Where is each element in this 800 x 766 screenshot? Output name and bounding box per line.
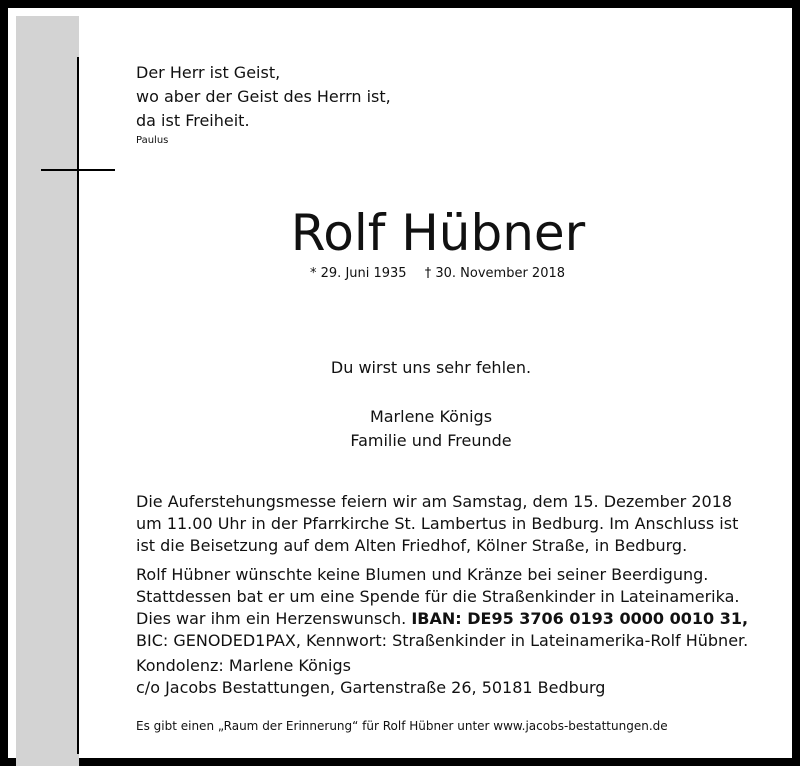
memorial-footer: Es gibt einen „Raum der Erinnerung“ für Rolf Hübner unter www.jacobs-bestattungen.de bbox=[136, 719, 668, 733]
donation-line bbox=[136, 608, 749, 630]
mourner-line: Marlene Königs bbox=[369, 407, 493, 426]
mourner-line: Familie und Freunde bbox=[350, 431, 512, 450]
mourners bbox=[0, 405, 800, 453]
birth-date: * 29. Juni 1935 bbox=[310, 266, 407, 281]
donation-line: Rolf Hübner wünschte keine Blumen und Kränze bei seiner Beerdigung. bbox=[136, 565, 709, 584]
quote-line: wo aber der Geist des Herrn ist, bbox=[136, 87, 391, 106]
service-line: ist die Beisetzung auf dem Alten Friedhof, Kölner Straße, in Bedburg. bbox=[136, 536, 688, 555]
service-line: um 11.00 Uhr in der Pfarrkirche St. Lambertus in Bedburg. Im Anschluss ist bbox=[136, 514, 739, 533]
bible-quote bbox=[136, 61, 391, 133]
service-line: Die Auferstehungsmesse feiern wir am Samstag, dem 15. Dezember 2018 bbox=[136, 492, 733, 511]
cross-horizontal-beam bbox=[41, 169, 115, 171]
donation-line: BIC: GENODED1PAX, Kennwort: Straßenkinder in Lateinamerika-Rolf Hübner. bbox=[136, 631, 749, 650]
donation-line: Stattdessen bat er um eine Spende für die Straßenkinder in Lateinamerika. bbox=[136, 587, 740, 606]
death-date: † 30. November 2018 bbox=[424, 266, 566, 281]
quote-line: Der Herr ist Geist, bbox=[136, 63, 281, 82]
donation-prefix: Dies war ihm ein Herzenswunsch. bbox=[136, 609, 412, 628]
farewell-block bbox=[0, 356, 800, 453]
condolence-line: c/o Jacobs Bestattungen, Gartenstraße 26, 50181 Bedburg bbox=[136, 678, 606, 697]
quote-line: da ist Freiheit. bbox=[136, 111, 250, 130]
life-dates bbox=[310, 266, 579, 281]
deceased-name: Rolf Hübner bbox=[290, 204, 586, 262]
notice-body bbox=[136, 491, 749, 699]
iban: IBAN: DE95 3706 0193 0000 0010 31, bbox=[411, 609, 749, 628]
quote-author: Paulus bbox=[136, 135, 169, 146]
condolence-line: Kondolenz: Marlene Königs bbox=[136, 656, 351, 675]
farewell-message: Du wirst uns sehr fehlen. bbox=[330, 358, 532, 377]
